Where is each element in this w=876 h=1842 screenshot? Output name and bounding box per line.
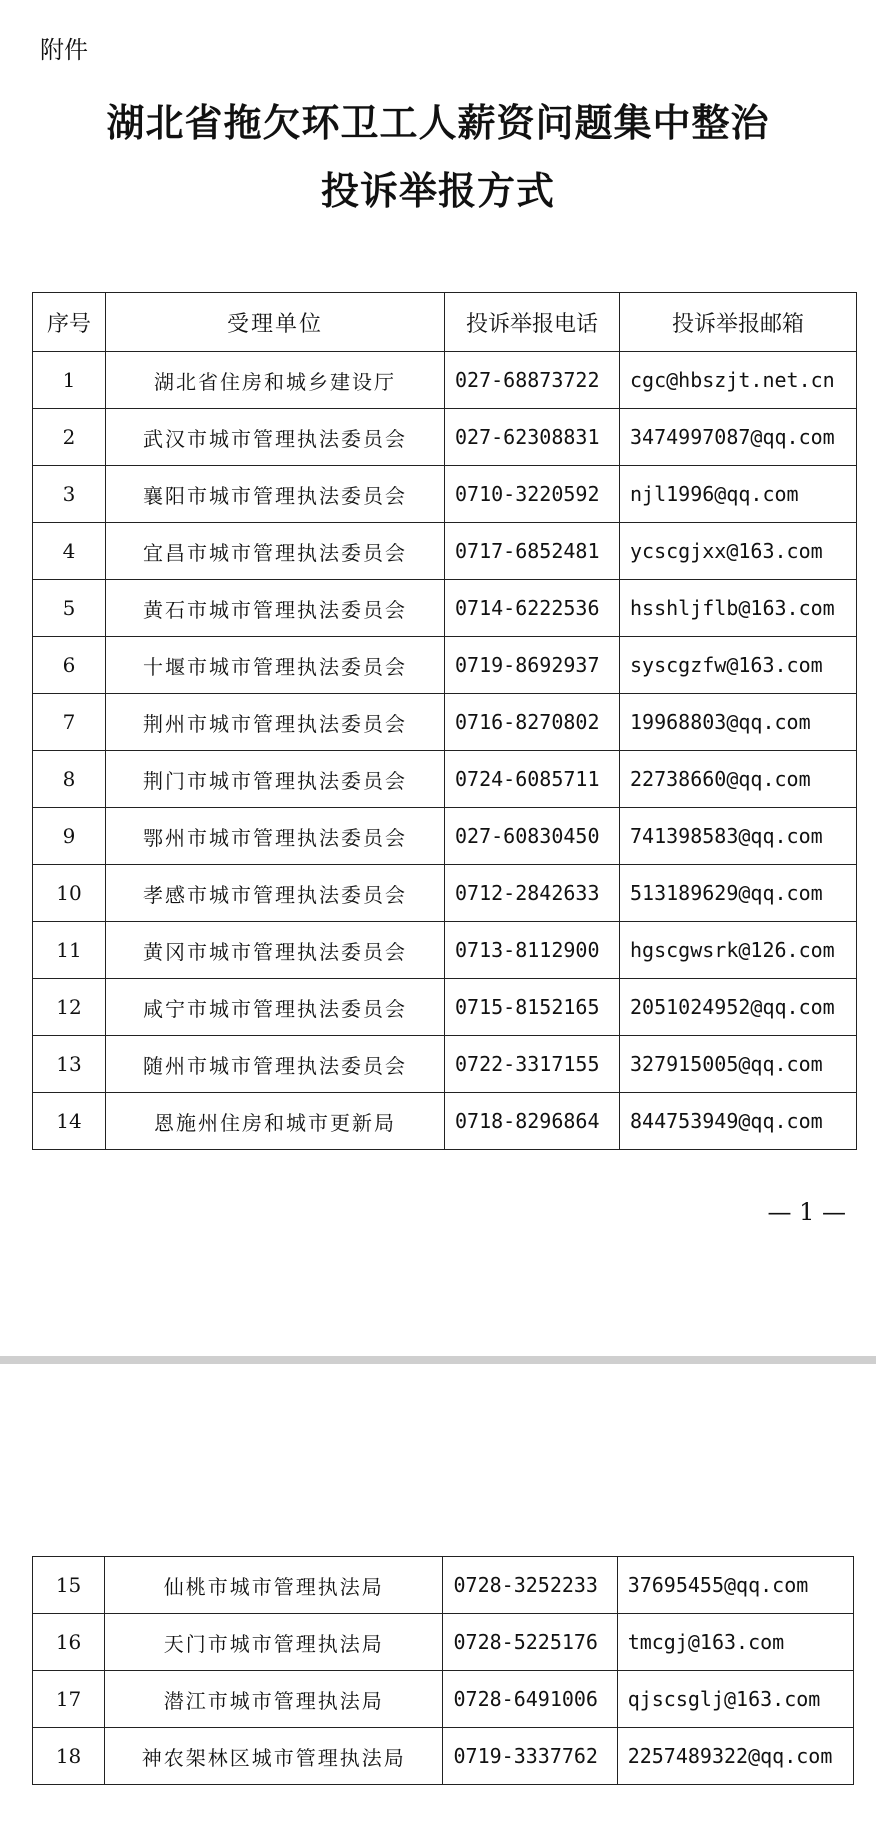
header-email: 投诉举报邮箱 (620, 293, 857, 352)
row-phone: 0715-8152165 (445, 979, 620, 1036)
row-unit: 黄石市城市管理执法委员会 (106, 580, 445, 637)
row-index: 18 (33, 1728, 105, 1785)
table-row (33, 466, 857, 523)
row-unit: 荆门市城市管理执法委员会 (106, 751, 445, 808)
table-row (33, 523, 857, 580)
row-index: 16 (33, 1614, 105, 1671)
table-row (33, 1557, 854, 1614)
table-body-page-2 (33, 1557, 854, 1785)
row-email: 741398583@qq.com (620, 808, 857, 865)
row-unit: 黄冈市城市管理执法委员会 (106, 922, 445, 979)
row-index: 17 (33, 1671, 105, 1728)
page-divider (0, 1356, 876, 1364)
row-phone: 0718-8296864 (445, 1093, 620, 1150)
row-phone: 0716-8270802 (445, 694, 620, 751)
row-phone: 027-68873722 (445, 352, 620, 409)
row-index: 7 (33, 694, 106, 751)
table-row (33, 751, 857, 808)
row-email: 844753949@qq.com (620, 1093, 857, 1150)
row-email: cgc@hbszjt.net.cn (620, 352, 857, 409)
row-index: 3 (33, 466, 106, 523)
row-email: 2051024952@qq.com (620, 979, 857, 1036)
row-unit: 神农架林区城市管理执法局 (105, 1728, 443, 1785)
row-phone: 0714-6222536 (445, 580, 620, 637)
row-index: 9 (33, 808, 106, 865)
table-row (33, 922, 857, 979)
row-phone: 0717-6852481 (445, 523, 620, 580)
row-index: 15 (33, 1557, 105, 1614)
row-index: 11 (33, 922, 106, 979)
row-index: 1 (33, 352, 106, 409)
row-email: 19968803@qq.com (620, 694, 857, 751)
table-row (33, 979, 857, 1036)
row-email: syscgzfw@163.com (620, 637, 857, 694)
row-email: 2257489322@qq.com (617, 1728, 853, 1785)
table-row (33, 352, 857, 409)
row-email: hsshljflb@163.com (620, 580, 857, 637)
row-unit: 孝感市城市管理执法委员会 (106, 865, 445, 922)
page-number: — 1 — (767, 1198, 846, 1226)
table-row (33, 637, 857, 694)
row-unit: 仙桃市城市管理执法局 (105, 1557, 443, 1614)
row-unit: 武汉市城市管理执法委员会 (106, 409, 445, 466)
row-email: hgscgwsrk@126.com (620, 922, 857, 979)
row-index: 13 (33, 1036, 106, 1093)
row-unit: 十堰市城市管理执法委员会 (106, 637, 445, 694)
row-email: 37695455@qq.com (617, 1557, 853, 1614)
row-phone: 0712-2842633 (445, 865, 620, 922)
row-phone: 0719-8692937 (445, 637, 620, 694)
row-email: ycscgjxx@163.com (620, 523, 857, 580)
row-phone: 0719-3337762 (443, 1728, 617, 1785)
row-email: 327915005@qq.com (620, 1036, 857, 1093)
row-index: 6 (33, 637, 106, 694)
table-row (33, 694, 857, 751)
row-email: 513189629@qq.com (620, 865, 857, 922)
row-index: 12 (33, 979, 106, 1036)
row-unit: 荆州市城市管理执法委员会 (106, 694, 445, 751)
header-index: 序号 (33, 293, 106, 352)
row-index: 14 (33, 1093, 106, 1150)
table-header-row (33, 293, 857, 352)
row-unit: 恩施州住房和城市更新局 (106, 1093, 445, 1150)
row-phone: 027-62308831 (445, 409, 620, 466)
table-row (33, 580, 857, 637)
row-phone: 0724-6085711 (445, 751, 620, 808)
table-row (33, 1614, 854, 1671)
row-email: tmcgj@163.com (617, 1614, 853, 1671)
table-row (33, 1036, 857, 1093)
row-unit: 鄂州市城市管理执法委员会 (106, 808, 445, 865)
header-phone: 投诉举报电话 (445, 293, 620, 352)
row-phone: 0728-5225176 (443, 1614, 617, 1671)
row-index: 10 (33, 865, 106, 922)
table-row (33, 1728, 854, 1785)
row-unit: 宜昌市城市管理执法委员会 (106, 523, 445, 580)
row-phone: 0722-3317155 (445, 1036, 620, 1093)
table-row (33, 1671, 854, 1728)
row-index: 5 (33, 580, 106, 637)
table-row (33, 1093, 857, 1150)
row-email: njl1996@qq.com (620, 466, 857, 523)
row-unit: 随州市城市管理执法委员会 (106, 1036, 445, 1093)
row-phone: 0713-8112900 (445, 922, 620, 979)
document-title-line-1: 湖北省拖欠环卫工人薪资问题集中整治 (106, 100, 770, 145)
table-row (33, 409, 857, 466)
row-email: 3474997087@qq.com (620, 409, 857, 466)
document-title-line-2: 投诉举报方式 (320, 168, 555, 213)
row-email: 22738660@qq.com (620, 751, 857, 808)
row-unit: 咸宁市城市管理执法委员会 (106, 979, 445, 1036)
row-unit: 襄阳市城市管理执法委员会 (106, 466, 445, 523)
table-row (33, 865, 857, 922)
row-unit: 天门市城市管理执法局 (105, 1614, 443, 1671)
table-row (33, 808, 857, 865)
table-body-page-1 (33, 352, 857, 1150)
row-phone: 027-60830450 (445, 808, 620, 865)
row-index: 2 (33, 409, 106, 466)
row-index: 4 (33, 523, 106, 580)
row-email: qjscsglj@163.com (617, 1671, 853, 1728)
header-unit: 受理单位 (106, 293, 445, 352)
complaint-contact-table (32, 292, 857, 1150)
row-phone: 0728-6491006 (443, 1671, 617, 1728)
row-phone: 0728-3252233 (443, 1557, 617, 1614)
attachment-label: 附件 (40, 36, 88, 64)
row-index: 8 (33, 751, 106, 808)
row-phone: 0710-3220592 (445, 466, 620, 523)
row-unit: 湖北省住房和城乡建设厅 (106, 352, 445, 409)
row-unit: 潜江市城市管理执法局 (105, 1671, 443, 1728)
complaint-contact-table-continued (32, 1556, 854, 1785)
